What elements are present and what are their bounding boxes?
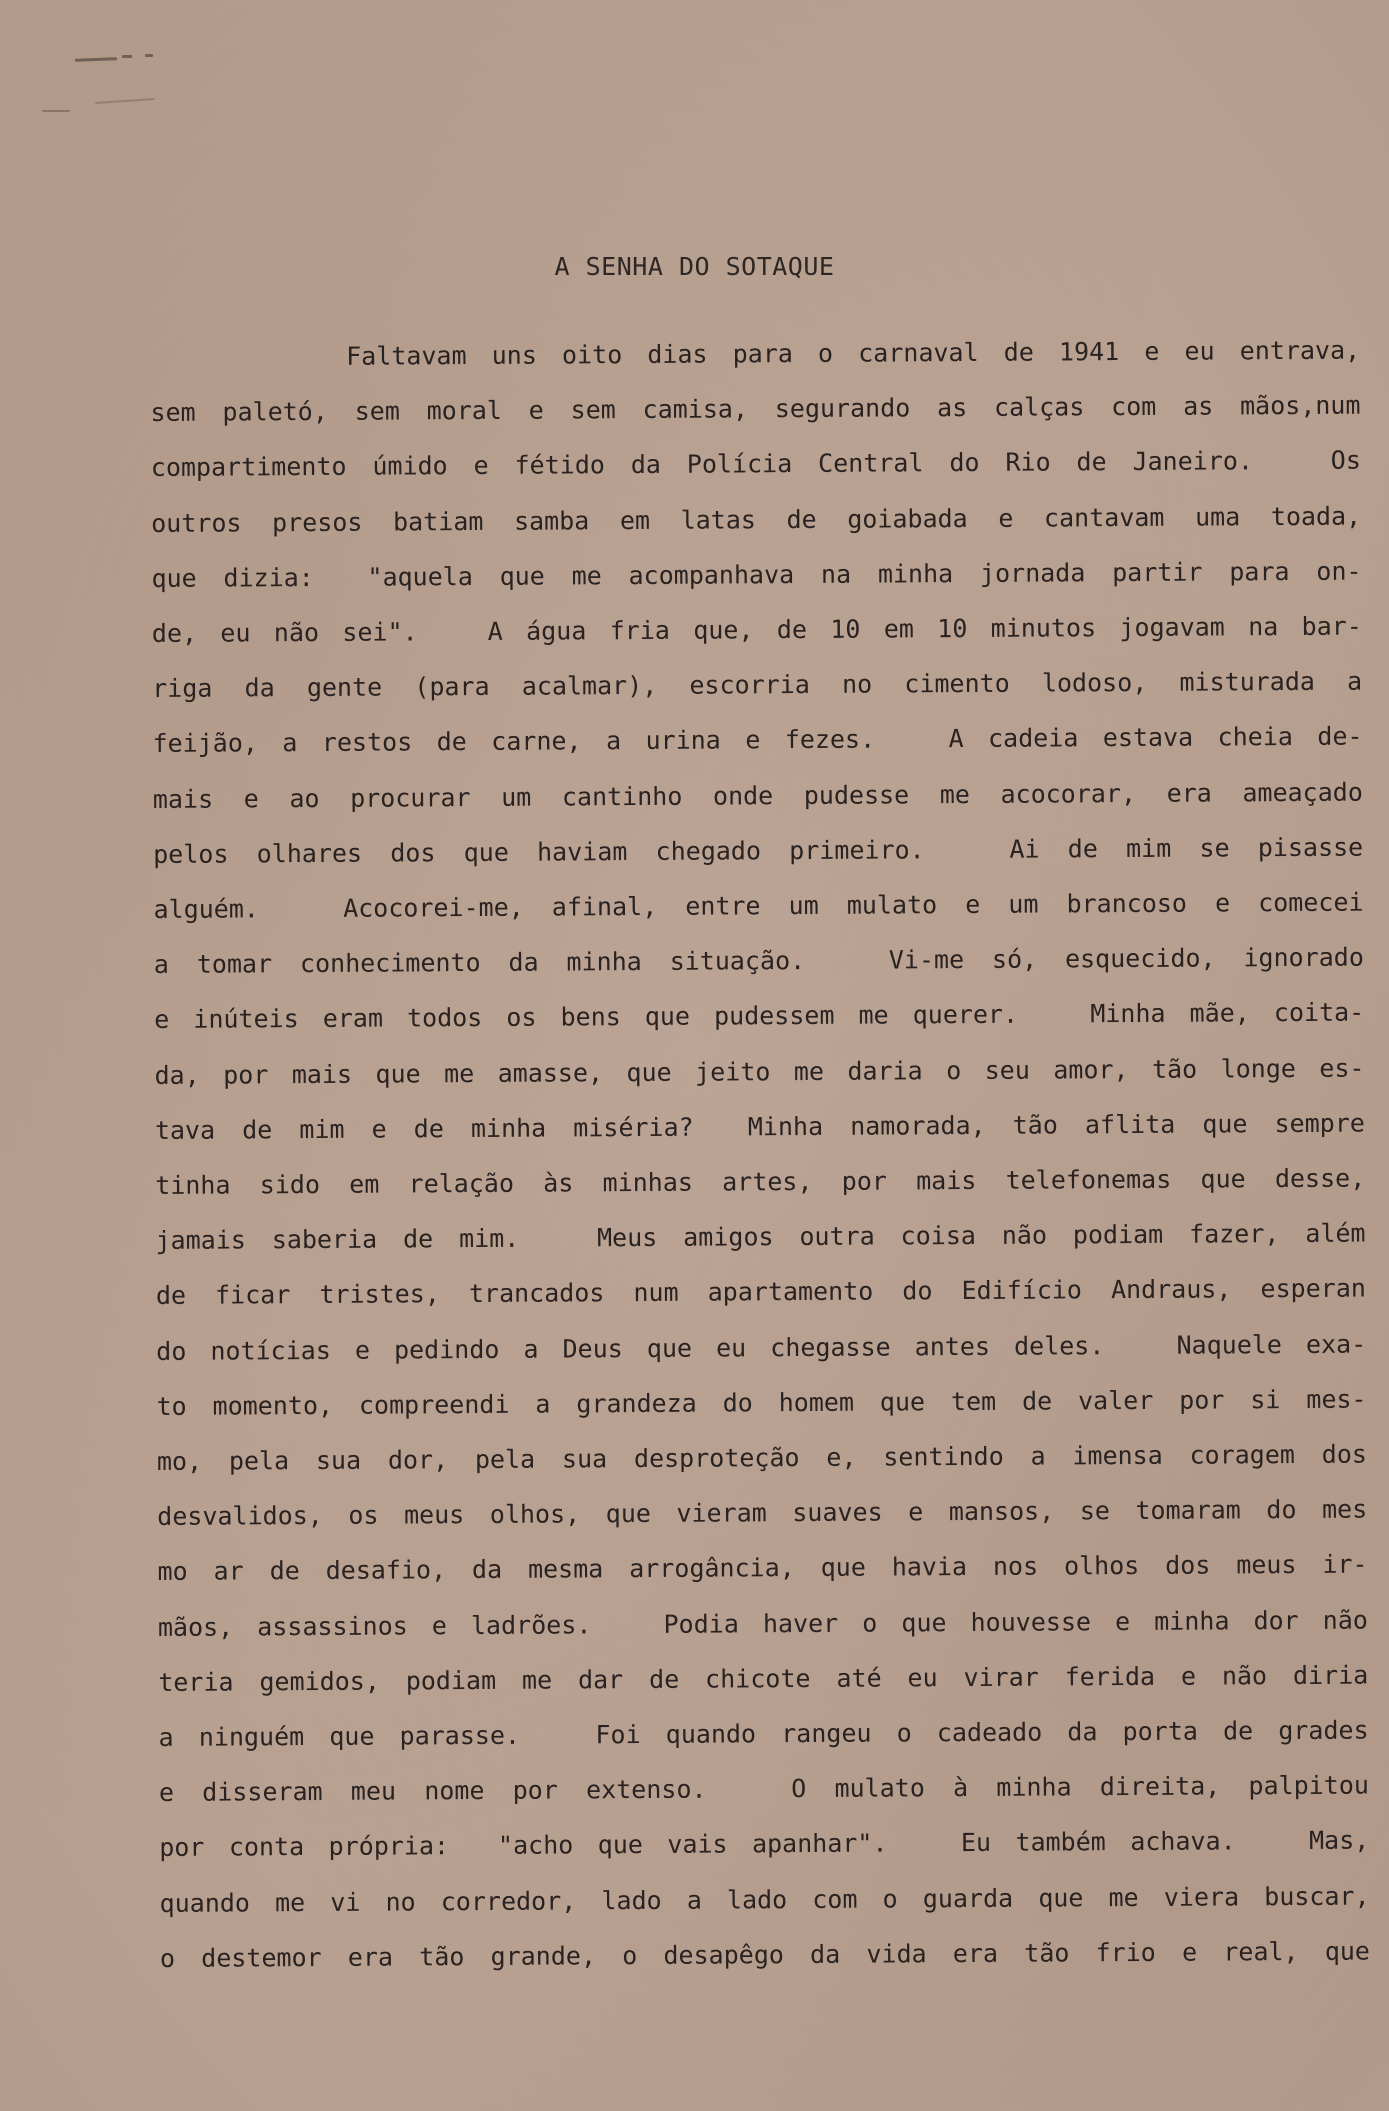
text-line: teria gemidos, podiam me dar de chicote até eu virar ferida e não diria	[158, 1660, 1369, 1697]
text-line: a tomar conhecimento da minha situação. Vi-me só, esquecido, ignorado	[153, 942, 1364, 980]
ink-mark	[95, 98, 155, 104]
text-line: mais e ao procurar um cantinho onde pudesse me acocorar, era ameaçado	[152, 777, 1363, 814]
text-line: a ninguém que parasse. Foi quando rangeu o cadeado da porta de grades	[158, 1715, 1369, 1753]
text-line: de ficar tristes, trancados num apartamento do Edifício Andraus, esperan	[155, 1274, 1366, 1311]
text-line: feijão, a restos de carne, a urina e fezes. A cadeia estava cheia de-	[152, 722, 1363, 759]
text-line: riga da gente (para acalmar), escorria no cimento lodoso, misturada a	[152, 666, 1363, 704]
text-line: mo ar de desafio, da mesma arrogância, que havia nos olhos dos meus ir-	[157, 1550, 1368, 1587]
ink-mark	[75, 57, 117, 61]
text-line: jamais saberia de mim. Meus amigos outra coisa não podiam fazer, além	[155, 1218, 1366, 1256]
text-line: por conta própria: "acho que vais apanhar". Eu também achava. Mas,	[159, 1826, 1370, 1863]
text-line: o destemor era tão grande, o desapêgo da vida era tão frio e real, que	[159, 1936, 1371, 1973]
text-line: pelos olhares dos que haviam chegado primeiro. Ai de mim se pisasse	[153, 832, 1364, 869]
text-line: sem paletó, sem moral e sem camisa, segurando as calças com as mãos,num	[150, 390, 1361, 428]
text-line: de, eu não sei". A água fria que, de 10 em 10 minutos jogavam na bar-	[151, 611, 1362, 649]
text-line: alguém. Acocorei-me, afinal, entre um mulato e um brancoso e comecei	[153, 887, 1364, 925]
text-line: to momento, compreendi a grandeza do homem que tem de valer por si mes-	[156, 1384, 1367, 1421]
text-line: tinha sido em relação às minhas artes, por mais telefonemas que desse,	[155, 1163, 1366, 1201]
text-line: tava de mim e de minha miséria? Minha namorada, tão aflita que sempre	[154, 1108, 1365, 1145]
text-line: que dizia: "aquela que me acompanhava na minha jornada partir para on-	[151, 556, 1362, 593]
text-line: quando me vi no corredor, lado a lado com o guarda que me viera buscar,	[159, 1881, 1370, 1918]
text-line: e inúteis eram todos os bens que pudessem me querer. Minha mãe, coita-	[154, 998, 1365, 1035]
text-line: desvalidos, os meus olhos, que vieram suaves e mansos, se tomaram do mes	[157, 1494, 1368, 1532]
text-line: do notícias e pedindo a Deus que eu chegasse antes deles. Naquele exa-	[156, 1329, 1367, 1366]
text-line: compartimento úmido e fétido da Polícia Central do Rio de Janeiro. Os	[150, 446, 1361, 483]
text-line: e disseram meu nome por extenso. O mulato à minha direita, palpitou	[158, 1770, 1370, 1808]
text-line: mo, pela sua dor, pela sua desproteção e, sentindo a imensa coragem dos	[156, 1439, 1367, 1477]
ink-mark	[42, 110, 70, 112]
text-line: mãos, assassinos e ladrões. Podia haver o que houvesse e minha dor não	[157, 1605, 1368, 1642]
ink-mark	[145, 54, 153, 57]
text-line: outros presos batiam samba em latas de goiabada e cantavam uma toada,	[151, 501, 1362, 538]
ink-mark	[122, 55, 132, 58]
text-line: Faltavam uns oito dias para o carnaval de 1941 e eu entrava,	[346, 335, 1361, 371]
document-title: A SENHA DO SOTAQUE	[554, 252, 835, 281]
document-body	[150, 323, 1370, 1986]
text-line: da, por mais que me amasse, que jeito me daria o seu amor, tão longe es-	[154, 1053, 1365, 1090]
